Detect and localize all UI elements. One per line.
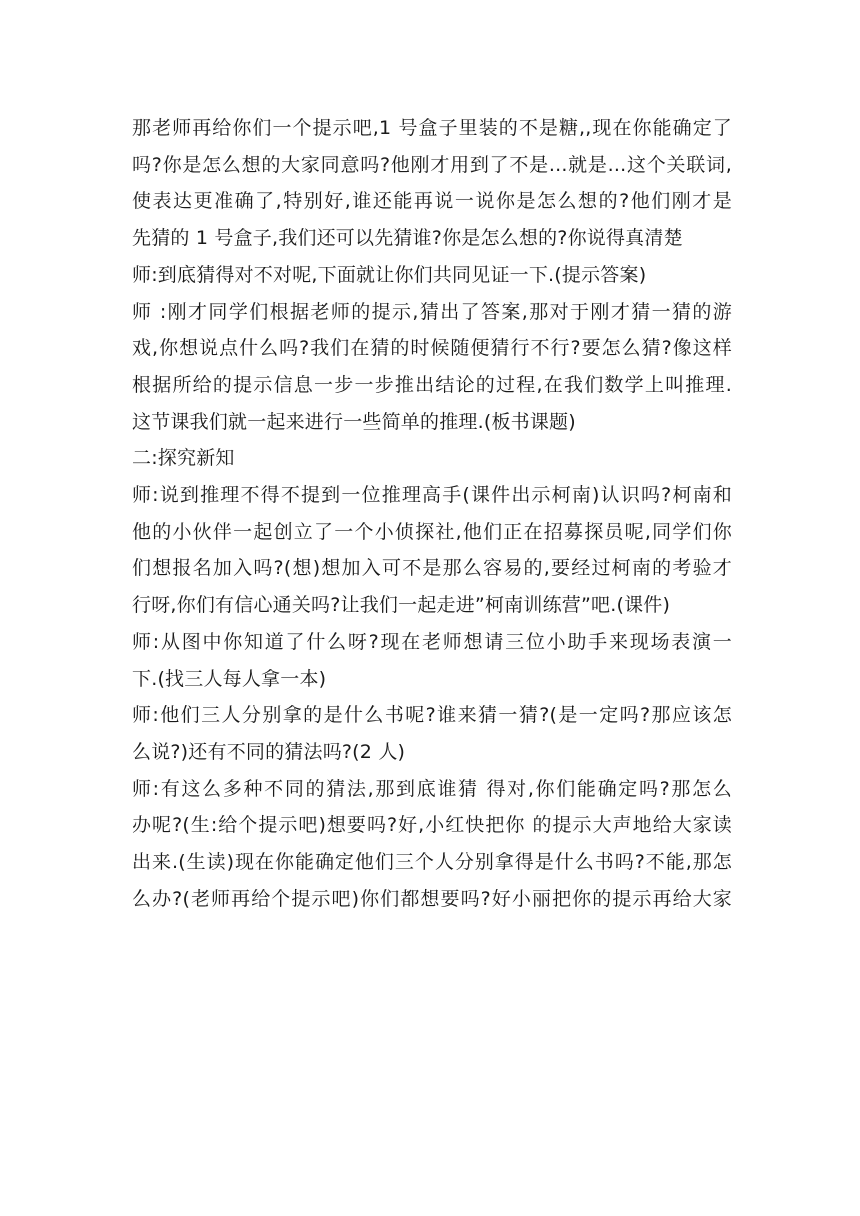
paragraph-8-line-1: 师:有这么多种不同的猜法,那到底谁猜 得对,你们能确定吗?那怎么 (132, 777, 732, 800)
paragraph-5-line-4: 行呀,你们有信心通关吗?让我们一起走进”柯南训练营”吧.(课件) (132, 594, 671, 617)
paragraph-3-line-4: 这节课我们就一起来进行一些简单的推理.(板书课题) (132, 410, 576, 433)
document-body (132, 110, 732, 917)
paragraph-5-line-1: 师:说到推理不得不提到一位推理高手(课件出示柯南)认识吗?柯南和 (132, 484, 732, 507)
section-heading: 二:探究新知 (132, 447, 235, 470)
paragraph-5-line-2: 他的小伙伴一起创立了一个小侦探社,他们正在招募探员呢,同学们你 (132, 520, 732, 543)
paragraph-7-line-1: 师:他们三人分别拿的是什么书呢?谁来猜一猜?(是一定吗?那应该怎 (132, 704, 732, 727)
paragraph-1-line-4: 先猜的 1 号盒子,我们还可以先猜谁?你是怎么想的?你说得真清楚 (132, 227, 683, 250)
paragraph-8-line-2: 办呢?(生:给个提示吧)想要吗?好,小红快把你 的提示大声地给大家读 (132, 814, 732, 837)
paragraph-6-line-2: 下.(找三人每人拿一本) (132, 667, 327, 690)
paragraph-8-line-4: 么办?(老师再给个提示吧)你们都想要吗?好小丽把你的提示再给大家 (132, 887, 732, 910)
paragraph-6-line-1: 师:从图中你知道了什么呀?现在老师想请三位小助手来现场表演一 (132, 630, 732, 653)
paragraph-2-line-1: 师:到底猜得对不对呢,下面就让你们共同见证一下.(提示答案) (132, 263, 647, 286)
paragraph-3-line-2: 戏,你想说点什么吗?我们在猜的时候随便猜行不行?要怎么猜?像这样 (132, 337, 732, 360)
paragraph-7-line-2: 么说?)还有不同的猜法吗?(2 人) (132, 740, 406, 763)
paragraph-8-line-3: 出来.(生读)现在你能确定他们三个人分别拿得是什么书吗?不能,那怎 (132, 851, 732, 874)
paragraph-5-line-3: 们想报名加入吗?(想)想加入可不是那么容易的,要经过柯南的考验才 (132, 557, 732, 580)
paragraph-1-line-2: 吗?你是怎么想的大家同意吗?他刚才用到了不是...就是...这个关联词, (132, 153, 732, 176)
paragraph-1-line-1: 那老师再给你们一个提示吧,1 号盒子里装的不是糖,,现在你能确定了 (132, 117, 732, 139)
paragraph-3-line-1: 师 :刚才同学们根据老师的提示,猜出了答案,那对于刚才猜一猜的游 (132, 300, 732, 323)
paragraph-1-line-3: 使表达更准确了,特别好,谁还能再说一说你是怎么想的?他们刚才是 (132, 190, 732, 213)
paragraph-3-line-3: 根据所给的提示信息一步一步推出结论的过程,在我们数学上叫推理. (132, 373, 732, 396)
